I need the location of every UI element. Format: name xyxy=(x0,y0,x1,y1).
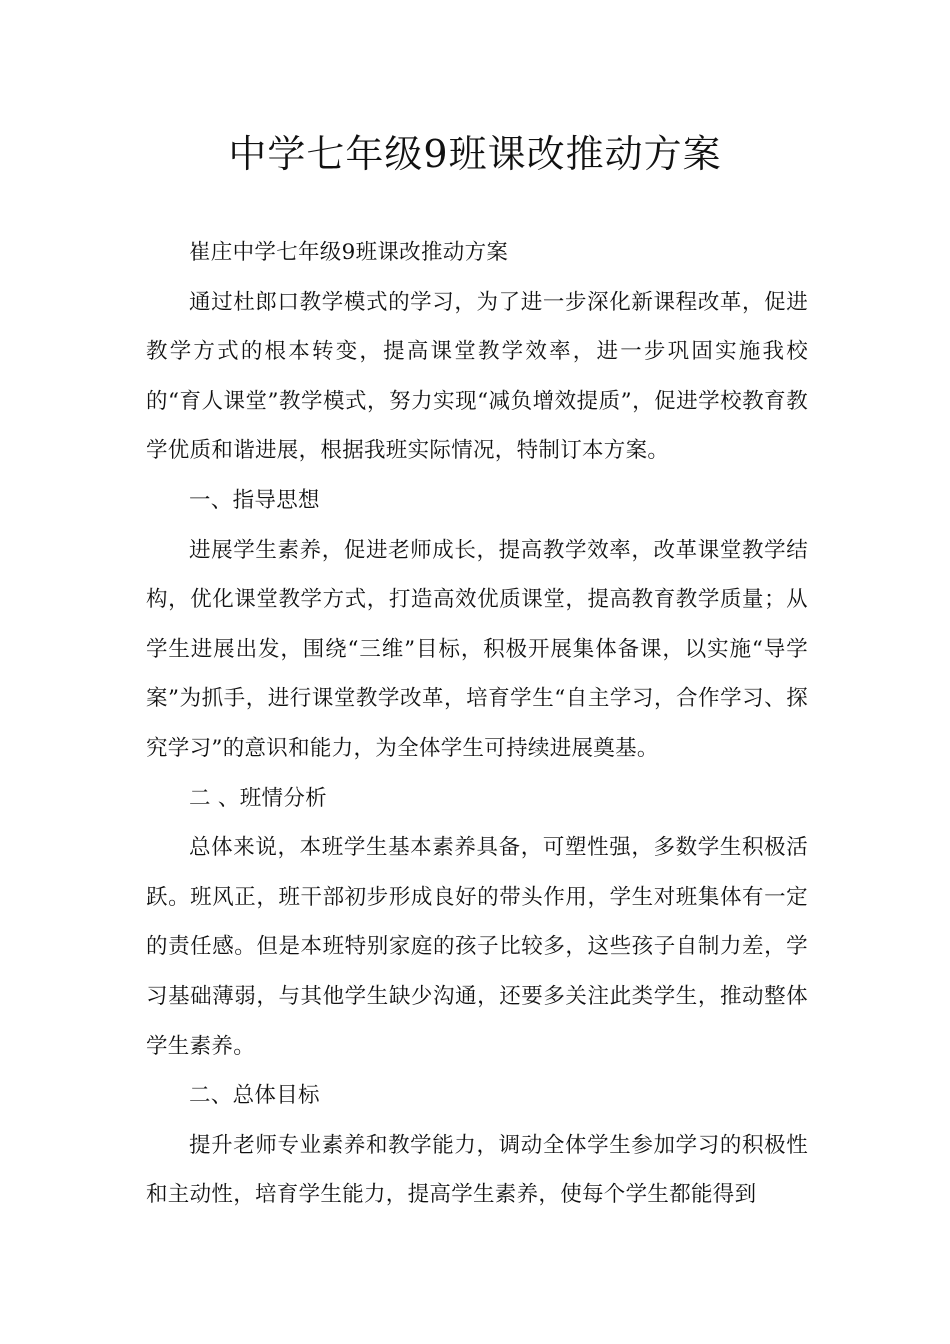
paragraph-intro: 通过杜郎口教学模式的学习，为了进一步深化新课程改革，促进教学方式的根本转变，提高课堂教学效率，进一步巩固实施我校的“育人课堂”教学模式，努力实现“减负增效提质”，促进学校教育教学优质和谐进展，根据我班实际情况，特制订本方案。 xyxy=(146,289,808,464)
paragraph-class-analysis: 总体来说，本班学生基本素养具备，可塑性强，多数学生积极活跃。班风正，班干部初步形成良好的带头作用，学生对班集体有一定的责任感。但是本班特别家庭的孩子比较多，这些孩子自制力差，学习基础薄弱，与其他学生缺少沟通，还要多关注此类学生，推动整体学生素养。 xyxy=(146,835,808,1059)
section-heading-guiding-thought: 一、指导思想 xyxy=(189,487,320,513)
paragraph-guiding-thought: 进展学生素养，促进老师成长，提高教学效率，改革课堂教学结构，优化课堂教学方式，打造高效优质课堂，提高教育教学质量；从学生进展出发，围绕“三维”目标，积极开展集体备课，以实施“导学案”为抓手，进行课堂教学改革，培育学生“自主学习，合作学习、探究学习”的意识和能力，为全体学生可持续进展奠基。 xyxy=(146,537,808,761)
section-heading-overall-goal: 二、总体目标 xyxy=(189,1083,320,1109)
paragraph-subtitle: 崔庄中学七年级9班课改推动方案 xyxy=(189,240,509,265)
paragraph-overall-goal: 提升老师专业素养和教学能力，调动全体学生参加学习的积极性和主动性，培育学生能力，提高学生素养，使每个学生都能得到 xyxy=(146,1132,808,1208)
document-body xyxy=(146,228,808,1220)
document-title: 中学七年级9班课改推动方案 xyxy=(228,132,722,176)
section-heading-class-analysis: 二 、班情分析 xyxy=(189,785,327,811)
